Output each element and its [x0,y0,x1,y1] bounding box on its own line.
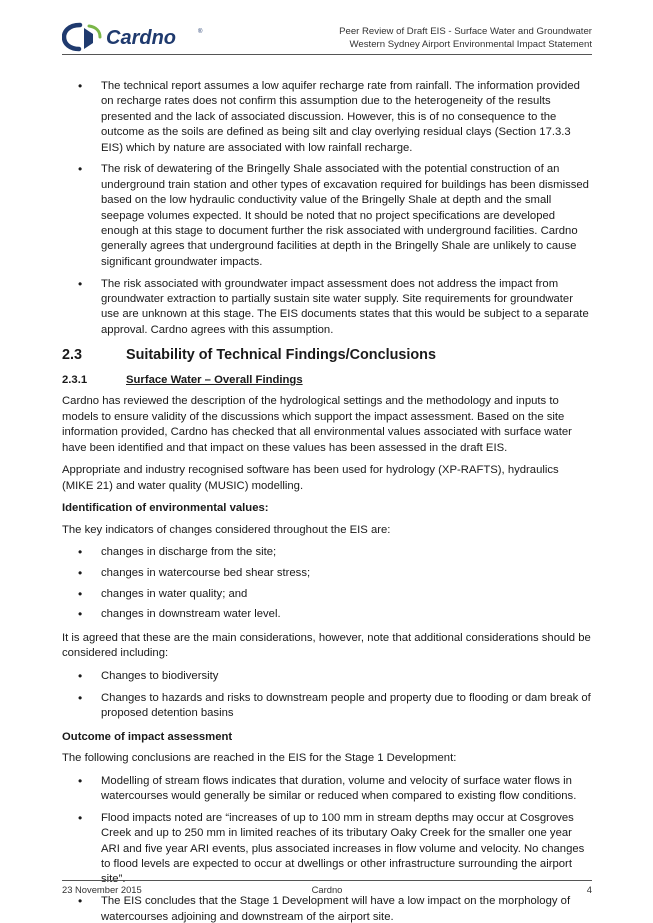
header-line-2: Western Sydney Airport Environmental Impact Statement [349,38,592,50]
logo-text: Cardno [106,27,176,49]
list-item: • The technical report assumes a low aquifer recharge rate from rainfall. The information provided on recharge rates does not confirm this assumption due to the heterogeneity of the results presented and the lack of associated discussion. However, this is of no consequence to the outcome as the soils are defined as being silt and clay overlying residual clays (Section 17.3.3 EIS) which by nature are associated with low rainfall recharge. [62,79,592,156]
intro-bullet-list [62,79,592,338]
list-item: • Modelling of stream flows indicates that duration, volume and velocity of surface water flows in watercourses would generally be similar or reduced when compared to existing flow conditions. [62,774,592,805]
subsection-number: 2.3.1 [62,374,88,387]
cardno-logo-mark-icon [62,22,212,52]
list-item: • changes in discharge from the site; [62,545,592,560]
indicators-list [62,545,592,623]
footer-date: 23 November 2015 [62,884,142,895]
cardno-logo [62,22,212,52]
outcome-heading: Outcome of impact assessment [62,730,233,743]
header-line-1: Peer Review of Draft EIS - Surface Water and Groundwater [339,26,592,37]
page-body [62,79,592,923]
list-item: • Changes to hazards and risks to downstream people and property due to flooding or dam break of proposed detention basins [62,691,592,722]
conclusions-list [62,774,592,923]
list-item: • The risk of dewatering of the Bringelly Shale associated with the potential construction of an underground train station and other types of excavation required for buildings has been dismissed based on the low hydraulic conductivity value of the Bringelly Shale at depth and the small seepage volumes expected. It should be noted that no project specifications are developed enough at this stage to document further the risk associated with underground facilities. Cardno generally agrees that underground facilities at depth in the Bringelly Shale are unlikely to cause significant groundwater impacts. [62,162,592,270]
paragraph: It is agreed that these are the main considerations, however, note that additional considerations should be considered including: [62,631,591,660]
logo-registered-mark: ® [198,29,203,35]
header-divider [62,54,592,55]
section-heading [62,346,592,364]
paragraph: Appropriate and industry recognised software has been used for hydrology (XP-RAFTS), hydraulics (MIKE 21) and water quality (MUSIC) modelling. [62,464,559,492]
paragraph: The following conclusions are reached in the EIS for the Stage 1 Development: [62,751,457,764]
section-title: Suitability of Technical Findings/Conclusions [126,347,436,364]
subsection-title: Surface Water – Overall Findings [126,374,303,387]
footer-divider [62,880,592,881]
paragraph: The key indicators of changes considered throughout the EIS are: [62,523,391,536]
header-title [339,26,592,51]
list-item: • The risk associated with groundwater impact assessment does not address the impact from groundwater extraction to partially sustain site water supply. Site requirements for groundwater use are unknown at this stage. The EIS documents states that this would be subject to a separate approval. Cardno agrees with this assumption. [62,277,592,339]
subsection-heading [62,373,592,388]
additional-considerations-list [62,669,592,722]
list-item: • Changes to biodiversity [62,669,592,684]
page-header [0,0,653,60]
footer-company: Cardno [311,884,343,895]
list-item: • changes in watercourse bed shear stress; [62,566,592,581]
page-number: 4 [586,884,592,895]
paragraph: Cardno has reviewed the description of the hydrological settings and the methodology and inputs to models to ensure validity of the discussions which support the impact assessment. Based on the site information provided, Cardno has checked that all environmental values associated with surface water have been identified and that impact on these values has been assessed in the draft EIS. [62,395,572,454]
list-item: • changes in downstream water level. [62,607,592,622]
section-number: 2.3 [62,347,83,364]
list-item: • The EIS concludes that the Stage 1 Development will have a low impact on the morphology of watercourses adjoining and downstream of the airport site. [62,894,592,923]
list-item: • Flood impacts noted are “increases of up to 100 mm in stream depths may occur at Cosgroves Creek and up to 250 mm in limited reaches of its tributary Oaky Creek for the smaller one year ARI and five year ARI events, plus associated increases in flow volume and velocity. No changes to flood levels are expected to occur at dwellings or other infrastructure surrounding the airport site”. [62,811,592,888]
env-values-heading: Identification of environmental values: [62,502,269,515]
list-item: • changes in water quality; and [62,587,592,602]
